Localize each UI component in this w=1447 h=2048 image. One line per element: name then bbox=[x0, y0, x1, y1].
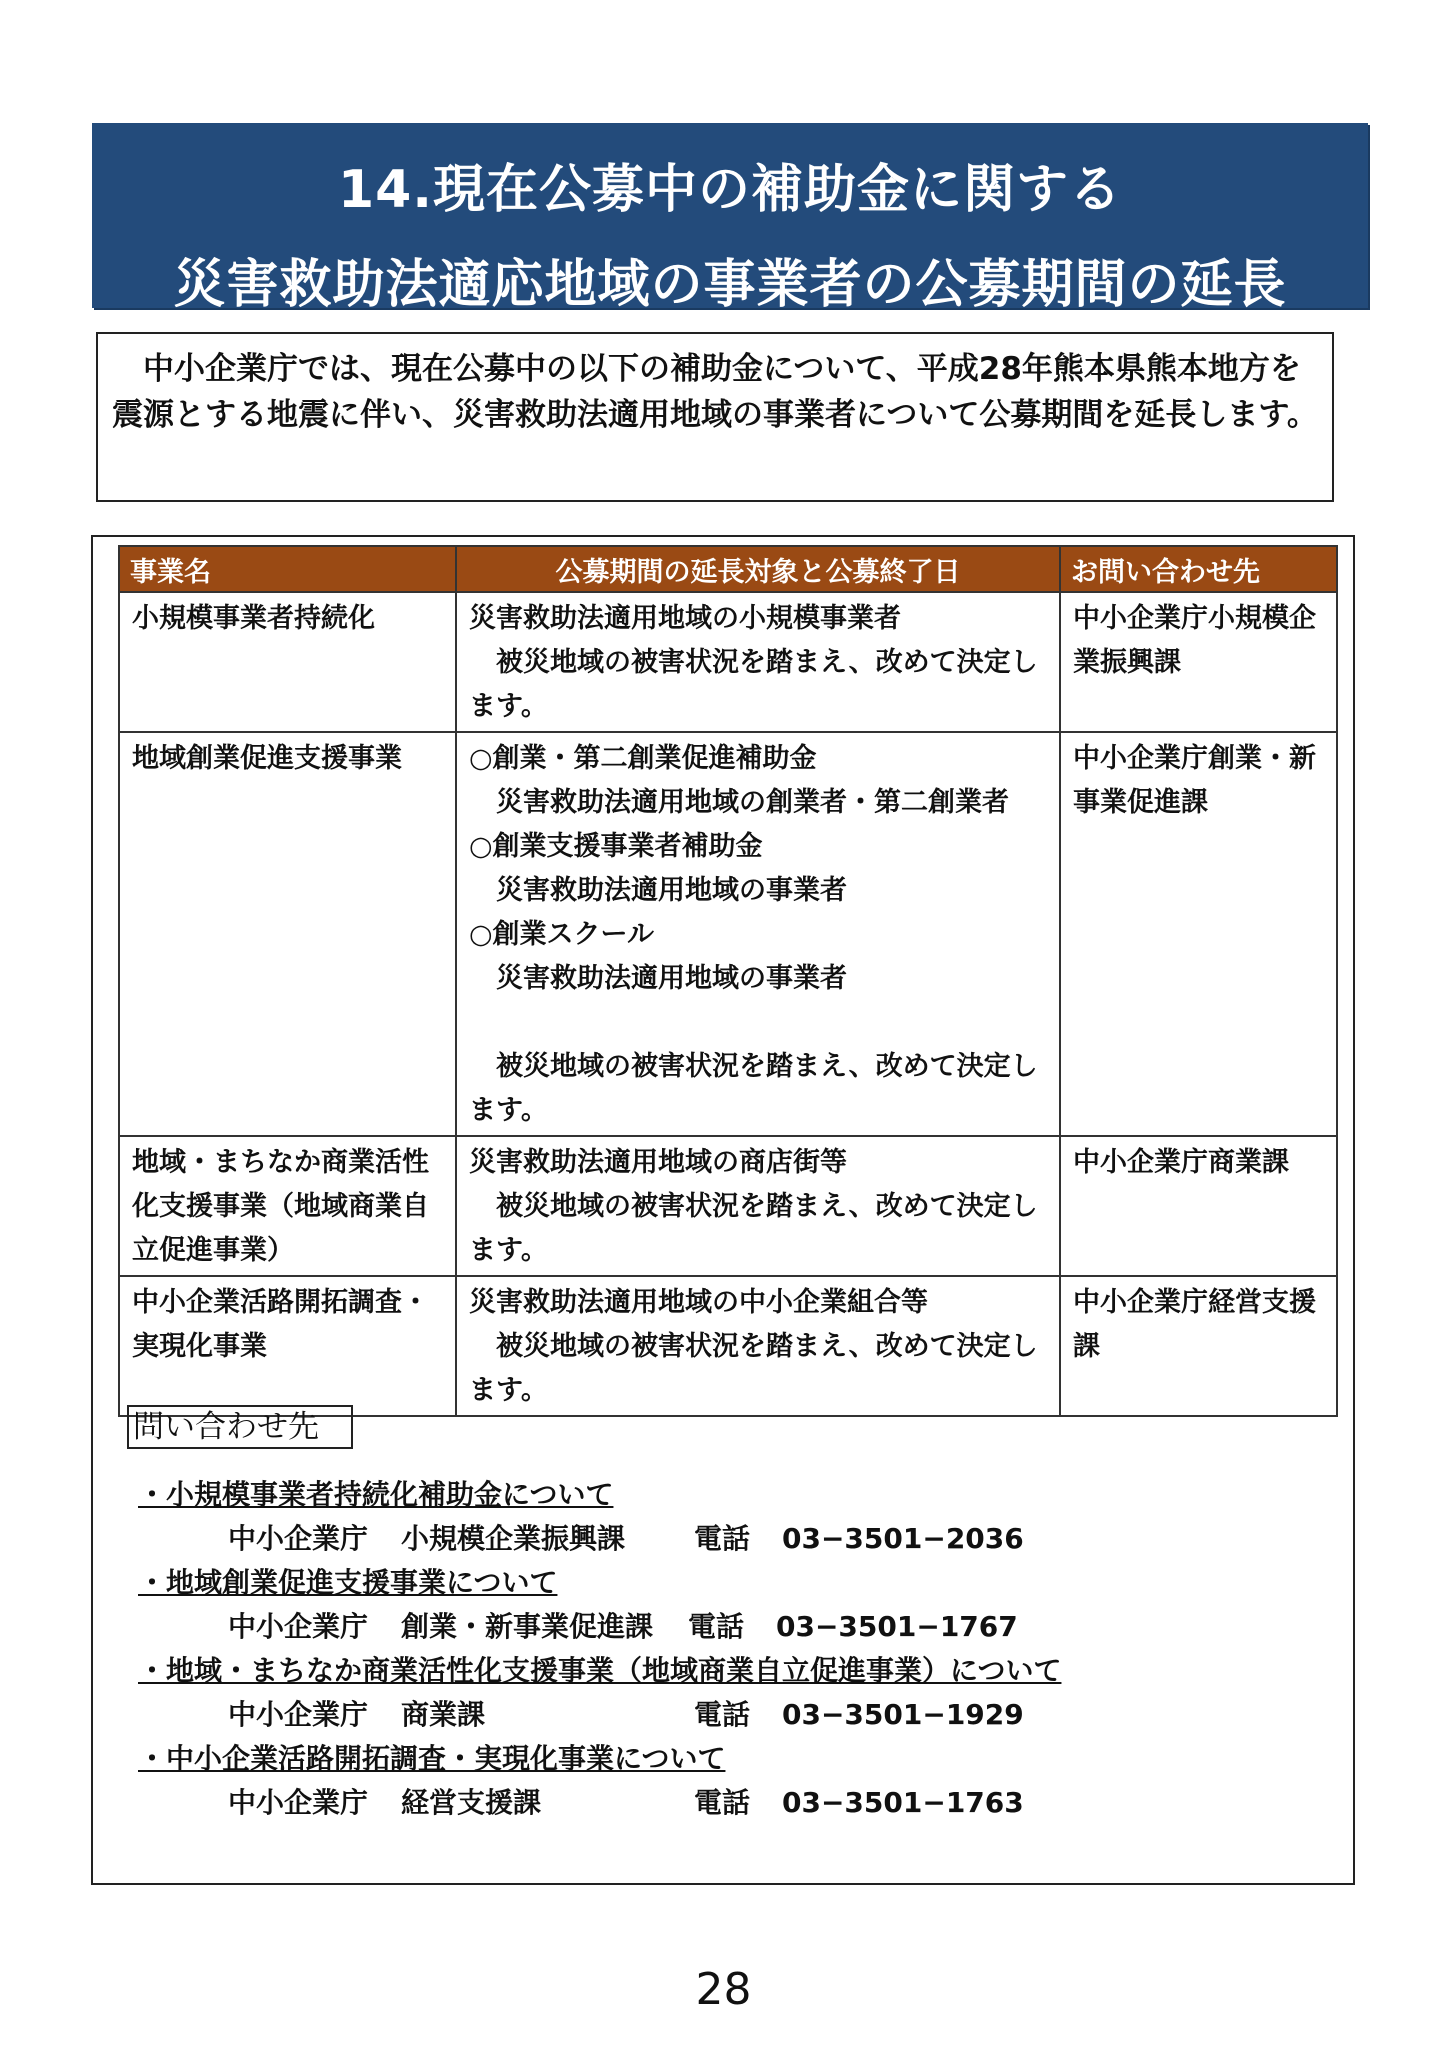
contact-department: 商業課 bbox=[401, 1698, 486, 1731]
table-row bbox=[119, 1276, 1337, 1416]
contact-row bbox=[138, 1516, 1288, 1562]
contact-department: 経営支援課 bbox=[401, 1786, 542, 1819]
contact-agency: 中小企業庁 bbox=[228, 1522, 369, 1555]
cell-project-name: 中小企業活路開拓調査・実現化事業 bbox=[119, 1276, 456, 1416]
contact-section-label: 問い合わせ先 bbox=[127, 1405, 353, 1449]
contact-agency: 中小企業庁 bbox=[228, 1786, 369, 1819]
cell-extension-target: 災害救助法適用地域の小規模事業者 被災地域の被害状況を踏まえ、改めて決定します。 bbox=[456, 592, 1060, 732]
header-project-name: 事業名 bbox=[119, 546, 456, 592]
cell-contact: 中小企業庁商業課 bbox=[1060, 1136, 1337, 1276]
phone-number: 03−3501−1767 bbox=[776, 1610, 1018, 1643]
phone-number: 03−3501−1929 bbox=[782, 1698, 1024, 1731]
cell-contact: 中小企業庁創業・新事業促進課 bbox=[1060, 732, 1337, 1136]
table-row bbox=[119, 592, 1337, 732]
contact-heading: ・地域・まちなか商業活性化支援事業（地域商業自立促進事業）について bbox=[138, 1654, 1062, 1687]
cell-extension-target: 災害救助法適用地域の商店街等 被災地域の被害状況を踏まえ、改めて決定します。 bbox=[456, 1136, 1060, 1276]
phone-number: 03−3501−1763 bbox=[782, 1786, 1024, 1819]
contact-department: 小規模企業振興課 bbox=[401, 1522, 626, 1555]
contact-heading: ・地域創業促進支援事業について bbox=[138, 1566, 558, 1599]
cell-extension-target: ○創業・第二創業促進補助金 災害救助法適用地域の創業者・第二創業者 ○創業支援事業者補助金 災害救助法適用地域の事業者 ○創業スクール 災害救助法適用地域の事業者 被災地域の被害状況を踏まえ、改めて決定します。 bbox=[456, 732, 1060, 1136]
cell-project-name: 地域・まちなか商業活性化支援事業（地域商業自立促進事業） bbox=[119, 1136, 456, 1276]
phone-label: 電話 bbox=[694, 1786, 751, 1819]
contact-agency: 中小企業庁 bbox=[228, 1698, 369, 1731]
phone-number: 03−3501−2036 bbox=[782, 1522, 1024, 1555]
cell-project-name: 地域創業促進支援事業 bbox=[119, 732, 456, 1136]
grants-table bbox=[118, 545, 1338, 1417]
header-contact: お問い合わせ先 bbox=[1060, 546, 1337, 592]
section-title-banner bbox=[92, 123, 1368, 315]
table-row bbox=[119, 732, 1337, 1136]
contact-heading: ・小規模事業者持続化補助金について bbox=[138, 1478, 614, 1511]
contact-row bbox=[138, 1604, 1288, 1650]
section-title-line-1: 14.現在公募中の補助金に関する bbox=[337, 160, 1123, 220]
cell-contact: 中小企業庁経営支援課 bbox=[1060, 1276, 1337, 1416]
table-header-row bbox=[119, 546, 1337, 592]
phone-label: 電話 bbox=[688, 1610, 745, 1643]
page-number: 28 bbox=[695, 1964, 752, 2015]
table-row bbox=[119, 1136, 1337, 1276]
phone-label: 電話 bbox=[694, 1698, 751, 1731]
contact-department: 創業・新事業促進課 bbox=[401, 1610, 654, 1643]
intro-paragraph: 中小企業庁では、現在公募中の以下の補助金について、平成28年熊本県熊本地方を震源とする地震に伴い、災害救助法適用地域の事業者について公募期間を延長します。 bbox=[96, 332, 1334, 502]
cell-project-name: 小規模事業者持続化 bbox=[119, 592, 456, 732]
cell-extension-target: 災害救助法適用地域の中小企業組合等 被災地域の被害状況を踏まえ、改めて決定します。 bbox=[456, 1276, 1060, 1416]
contact-agency: 中小企業庁 bbox=[228, 1610, 369, 1643]
header-extension-target: 公募期間の延長対象と公募終了日 bbox=[456, 546, 1060, 592]
cell-contact: 中小企業庁小規模企業振興課 bbox=[1060, 592, 1337, 732]
phone-label: 電話 bbox=[694, 1522, 751, 1555]
contact-list bbox=[138, 1474, 1288, 1826]
contact-heading: ・中小企業活路開拓調査・実現化事業について bbox=[138, 1742, 726, 1775]
contact-row bbox=[138, 1780, 1288, 1826]
contact-row bbox=[138, 1692, 1288, 1738]
section-title-line-2: 災害救助法適応地域の事業者の公募期間の延長 bbox=[173, 255, 1287, 315]
